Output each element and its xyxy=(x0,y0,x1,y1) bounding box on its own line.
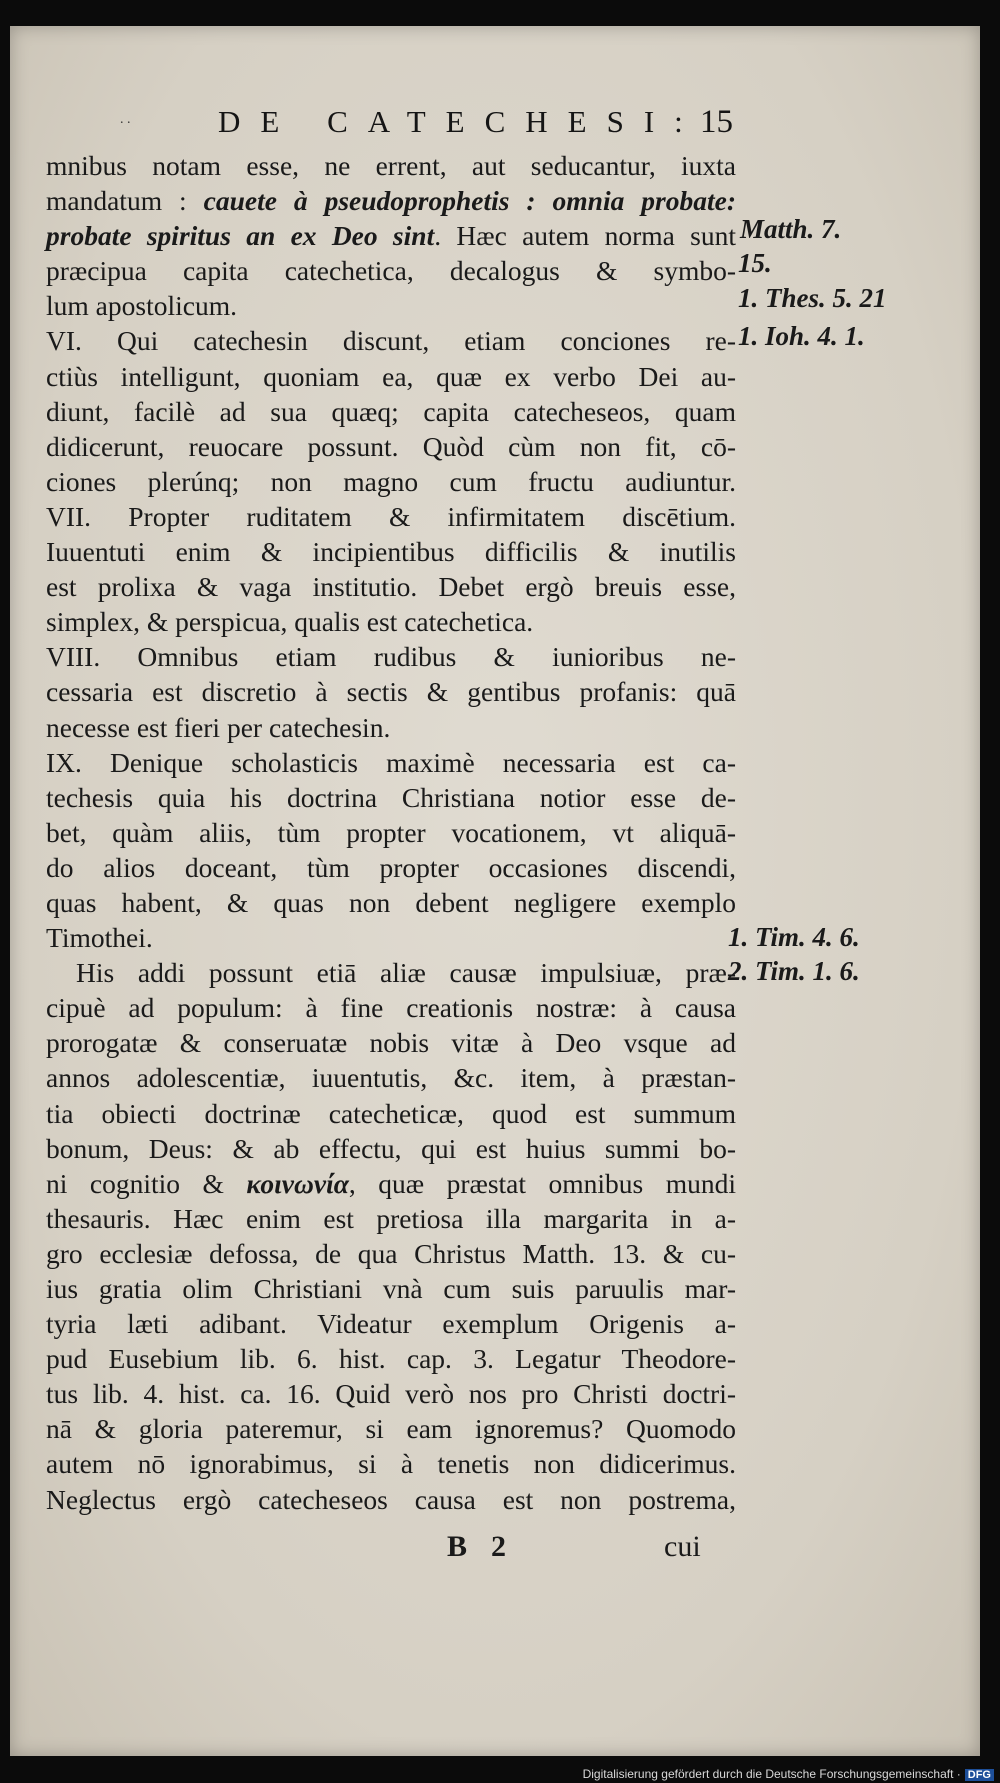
italic-span: probate spiritus an ex Deo sint xyxy=(46,220,435,252)
text-line: pud Eusebium lib. 6. hist. cap. 3. Legatur Theodore- xyxy=(46,1343,736,1375)
text-line: lum apostolicum. xyxy=(46,290,237,322)
text-line: His addi possunt etiā aliæ causæ impulsiuæ, præ- xyxy=(76,957,736,989)
text-line: thesauris. Hæc enim est pretiosa illa margarita in a- xyxy=(46,1202,736,1234)
text-line: cessaria est discretio à sectis & gentibus profanis: quā xyxy=(46,676,736,708)
text-line xyxy=(46,218,736,253)
digitization-credit xyxy=(583,1767,994,1781)
text-span: ni cognitio & xyxy=(46,1167,247,1199)
text-span: mandatum : xyxy=(46,185,204,217)
running-title: DE CATECHESI: xyxy=(218,104,703,139)
text-line: VI. Qui catechesin discunt, etiam conciones re- xyxy=(46,325,736,357)
text-line xyxy=(46,183,736,218)
text-line: prorogatæ & conseruatæ nobis vitæ à Deo vsque ad xyxy=(46,1027,736,1059)
text-line: diunt, facilè ad sua quæq; capita catecheseos, quam xyxy=(46,395,736,427)
text-span: , quæ præstat omnibus mundi xyxy=(348,1167,736,1199)
text-line: cipuè ad populum: à fine creationis nostræ: à causa xyxy=(46,992,736,1024)
main-text-block xyxy=(46,148,736,1517)
text-line: bonum, Deus: & ab effectu, qui est huius summi bo- xyxy=(46,1132,736,1164)
marginal-note: 1. Thes. 5. 21 xyxy=(738,283,887,313)
text-line: do alios doceant, tùm propter occasiones discendi, xyxy=(46,851,736,883)
italic-span: κοινωνία xyxy=(246,1167,349,1199)
catchword: cui xyxy=(664,1530,701,1563)
marginal-note: Matth. 7. xyxy=(740,214,842,244)
text-line: tus lib. 4. hist. ca. 16. Quid verò nos pro Christi doctri- xyxy=(46,1378,736,1410)
text-line: VIII. Omnibus etiam rudibus & iunioribus ne- xyxy=(46,641,736,673)
text-line: nā & gloria pateremur, si eam ignoremus? Quomodo xyxy=(46,1413,736,1445)
italic-span: cauete à pseudoprophetis : omnia probate: xyxy=(203,185,736,217)
text-line: est prolixa & vaga institutio. Debet ergò breuis esse, xyxy=(46,571,736,603)
text-line: didicerunt, reuocare possunt. Quòd cùm non fit, cō- xyxy=(46,430,736,462)
text-line: ius gratia olim Christiani vnà cum suis paruulis mar- xyxy=(46,1273,736,1304)
text-line: Iuuentuti enim & incipientibus difficilis & inutilis xyxy=(46,536,736,568)
text-line: simplex, & perspicua, qualis est catechetica. xyxy=(46,606,534,638)
page-number: 15 xyxy=(700,104,733,140)
credit-text: Digitalisierung gefördert durch die Deutsche Forschungsgemeinschaft · xyxy=(582,1767,961,1781)
text-span: . Hæc autem norma sunt xyxy=(434,220,736,252)
page-header xyxy=(0,82,1000,140)
text-line: mnibus notam esse, ne errent, aut seducantur, iuxta xyxy=(46,150,736,181)
signature-number: 2 xyxy=(491,1530,507,1563)
text-line: necesse est fieri per catechesin. xyxy=(46,711,391,743)
text-line: autem nō ignorabimus, si à tenetis non didicerimus. xyxy=(46,1448,736,1480)
text-line: annos adolescentiæ, iuuentutis, &c. item, à præstan- xyxy=(46,1062,736,1094)
text-line: VII. Propter ruditatem & infirmitatem discētium. xyxy=(46,500,736,532)
marginal-note: 1. Ioh. 4. 1. xyxy=(738,321,865,351)
signature-mark xyxy=(447,1530,530,1564)
text-line: gro ecclesiæ defossa, de qua Christus Matth. 13. & cu- xyxy=(46,1237,736,1269)
text-line: Timothei. xyxy=(46,922,153,954)
text-line: IX. Denique scholasticis maximè necessaria est ca- xyxy=(46,746,736,778)
text-line: quas habent, & quas non debent negligere exemplo xyxy=(46,886,736,918)
text-line: bet, quàm aliis, tùm propter vocationem, vt aliquā- xyxy=(46,816,736,848)
text-line: tia obiecti doctrinæ catecheticæ, quod est summum xyxy=(46,1097,736,1129)
marginal-note: 1. Tim. 4. 6. xyxy=(728,922,860,952)
marginal-note: 15. xyxy=(738,248,772,278)
header-ornament: . . xyxy=(120,112,131,127)
text-line: tyria læti adibant. Videatur exemplum Origenis a- xyxy=(46,1308,736,1340)
text-line xyxy=(46,1166,736,1201)
text-line: ciones plerúnq; non magno cum fructu audiuntur. xyxy=(46,465,736,497)
signature-letter: B xyxy=(447,1530,468,1563)
text-line: præcipua capita catechetica, decalogus & symbo- xyxy=(46,255,736,287)
text-line: ctiùs intelligunt, quoniam ea, quæ ex verbo Dei au- xyxy=(46,360,736,392)
dfg-logo: DFG xyxy=(965,1769,994,1781)
text-line: techesis quia his doctrina Christiana notior esse de- xyxy=(46,781,736,813)
text-line: Neglectus ergò catecheseos causa est non postrema, xyxy=(46,1483,736,1515)
marginal-note: 2. Tim. 1. 6. xyxy=(728,956,860,986)
